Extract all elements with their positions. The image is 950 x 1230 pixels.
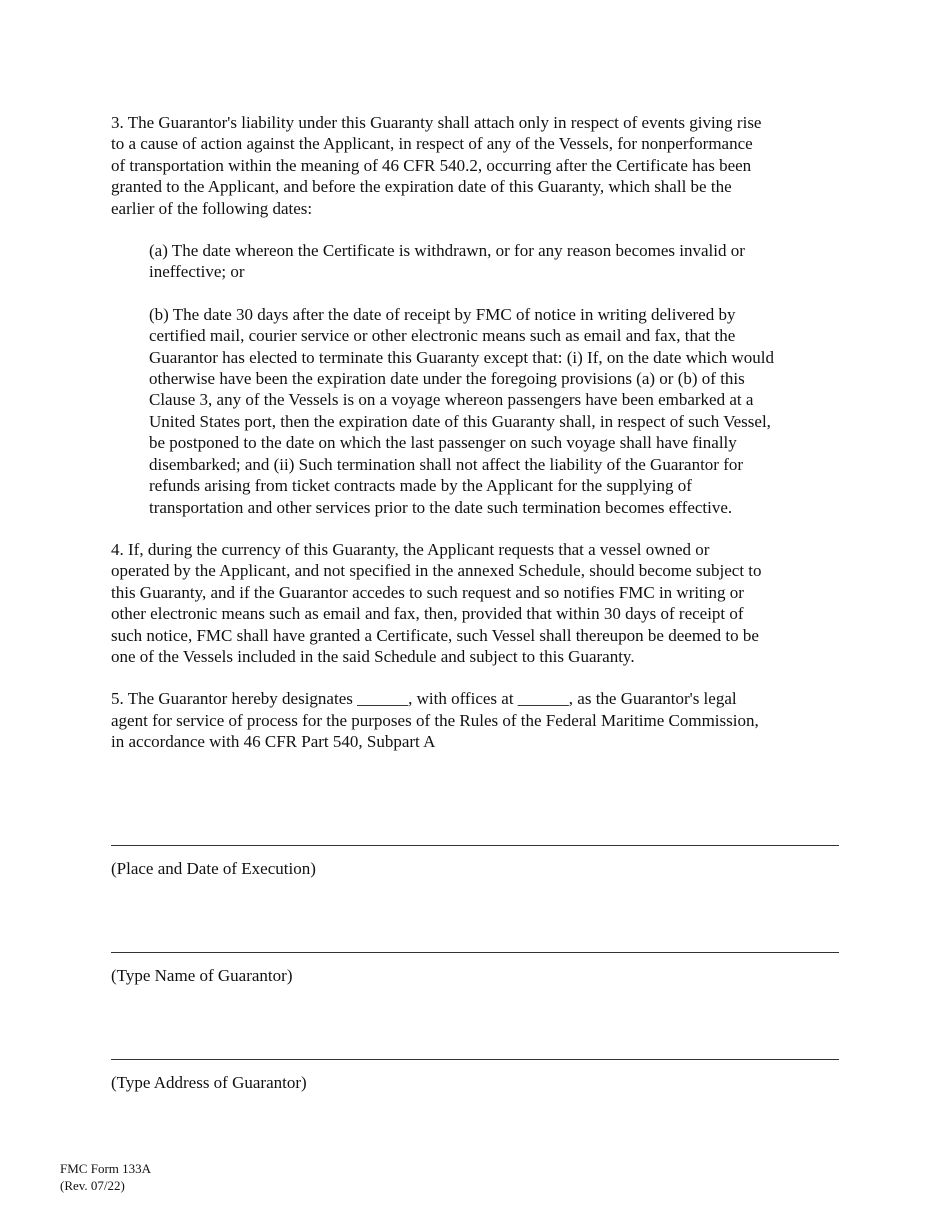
clause-5: 5. The Guarantor hereby designates ______, with offices at ______, as the Guarantor's legal agent for service of process for the purposes of the Rules of the Federal Maritime Commission, in accordance with 46 CFR Part 540, Subpart A — [111, 689, 759, 752]
signature-line-name[interactable] — [111, 952, 839, 953]
signature-line-address[interactable] — [111, 1059, 839, 1060]
clause-3-intro: 3. The Guarantor's liability under this Guaranty shall attach only in respect of events giving rise to a cause of action against the Applicant, in respect of any of the Vessels, for nonperformance of transportation within the meaning of 46 CFR 540.2, occurring after the Certificate has been granted to the Applicant, and before the expiration date of this Guaranty, which shall be the earlier of the following dates: — [111, 113, 762, 218]
document-body — [111, 112, 839, 753]
form-number: FMC Form 133A — [60, 1161, 152, 1176]
signature-label-name: (Type Name of Guarantor) — [111, 966, 293, 985]
signature-block-address — [111, 1059, 839, 1093]
signature-label-address: (Type Address of Guarantor) — [111, 1073, 307, 1092]
signature-block-name — [111, 952, 839, 986]
clause-4: 4. If, during the currency of this Guaranty, the Applicant requests that a vessel owned or operated by the Applicant, and not specified in the annexed Schedule, should become subject to this Guaranty, and if the Guarantor accedes to such request and so notifies FMC in writing or other electronic means such as email and fax, then, provided that within 30 days of receipt of such notice, FMC shall have granted a Certificate, such Vessel shall thereupon be deemed to be one of the Vessels included in the said Schedule and subject to this Guaranty. — [111, 539, 762, 666]
clause-3-subclause-a: (a) The date whereon the Certificate is withdrawn, or for any reason becomes invalid or ineffective; or — [149, 241, 745, 282]
form-footer — [60, 1160, 151, 1194]
form-revision: (Rev. 07/22) — [60, 1178, 125, 1193]
signature-block-place-date — [111, 845, 839, 879]
clause-3-subclause-b: (b) The date 30 days after the date of receipt by FMC of notice in writing delivered by certified mail, courier service or other electronic means such as email and fax, that the Guarantor has elected to terminate this Guaranty except that: (i) If, on the date which would otherwise have been the expiration date under the foregoing provisions (a) or (b) of this Clause 3, any of the Vessels is on a voyage whereon passengers have been embarked at a United States port, then the expiration date of this Guaranty shall, in respect of such Vessel, be postponed to the date on which the last passenger on such voyage shall have finally disembarked; and (ii) Such termination shall not affect the liability of the Guarantor for refunds arising from ticket contracts made by the Applicant for the supplying of transportation and other services prior to the date such termination becomes effective. — [149, 304, 774, 517]
signature-label-place-date: (Place and Date of Execution) — [111, 859, 316, 878]
signature-line-place-date[interactable] — [111, 845, 839, 846]
